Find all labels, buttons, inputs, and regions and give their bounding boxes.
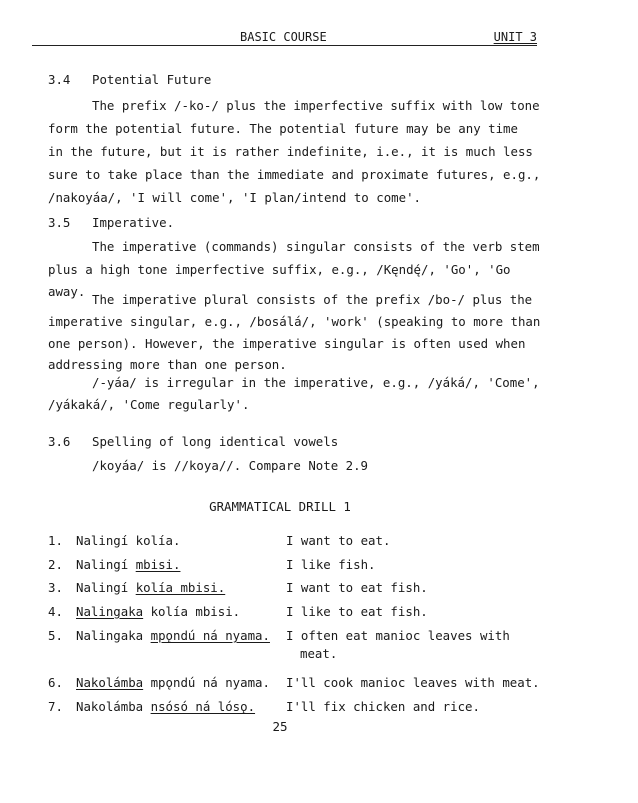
- lingala-text: Nalingí kolía mbisi.: [76, 580, 226, 595]
- paragraph-line: The imperative plural consists of the prefix /bo-/ plus the: [92, 292, 533, 307]
- lingala-text: Nakolámba nsósó ná lósǫ.: [76, 699, 256, 714]
- paragraph-line: in the future, but it is rather indefinite, i.e., it is much less: [48, 144, 533, 159]
- drill-item-7: [48, 699, 480, 714]
- section-number: 3.4: [48, 72, 71, 87]
- lingala-text: Nalingaka mpǫndú ná nyama.: [76, 628, 270, 643]
- paragraph-line: /-yáa/ is irregular in the imperative, e.g., /yáká/, 'Come',: [92, 375, 540, 390]
- item-number: 3.: [48, 580, 63, 595]
- drill-item-2: [48, 557, 376, 572]
- section-title: Imperative.: [92, 215, 175, 230]
- item-number: 6.: [48, 675, 63, 690]
- paragraph-line: The imperative (commands) singular consists of the verb stem: [92, 239, 540, 254]
- section-3-6-heading: [48, 434, 339, 449]
- english-text: I like to eat fish.: [286, 604, 428, 619]
- header-rule: [32, 45, 537, 46]
- course-title: BASIC COURSE: [240, 30, 327, 44]
- drill-item-3: [48, 580, 428, 595]
- section-number: 3.5: [48, 215, 71, 230]
- section-title: Spelling of long identical vowels: [92, 434, 339, 449]
- paragraph-line: /yákaká/, 'Come regularly'.: [48, 397, 250, 412]
- paragraph-line: The prefix /-ko-/ plus the imperfective suffix with low tone: [92, 98, 540, 113]
- paragraph-line: /nakoyáa/, 'I will come', 'I plan/intend to come'.: [48, 190, 421, 205]
- section-number: 3.6: [48, 434, 71, 449]
- section-title: Potential Future: [92, 72, 212, 87]
- english-text-continued: meat.: [300, 646, 338, 661]
- paragraph-line: away.: [48, 284, 86, 299]
- section-3-5-heading: [48, 215, 175, 230]
- item-number: 5.: [48, 628, 63, 643]
- paragraph-line: /koyáa/ is //koya//. Compare Note 2.9: [92, 458, 369, 473]
- drill-title: GRAMMATICAL DRILL 1: [209, 499, 351, 514]
- paragraph-line: addressing more than one person.: [48, 357, 287, 372]
- unit-label: UNIT 3: [493, 30, 537, 44]
- lingala-text: Nalingí kolía.: [76, 533, 181, 548]
- item-number: 2.: [48, 557, 63, 572]
- page-number: 25: [272, 719, 288, 734]
- drill-item-6: [48, 675, 540, 690]
- paragraph-line: plus a high tone imperfective suffix, e.g., /Kęndę́/, 'Go', 'Go: [48, 262, 511, 277]
- section-3-4-heading: [48, 72, 212, 87]
- english-text: I'll fix chicken and rice.: [286, 699, 480, 714]
- drill-item-4: [48, 604, 428, 619]
- lingala-text: Nalingaka kolía mbisi.: [76, 604, 241, 619]
- paragraph-line: imperative singular, e.g., /bosálá/, 'work' (speaking to more than: [48, 314, 541, 329]
- item-number: 7.: [48, 699, 63, 714]
- item-number: 4.: [48, 604, 63, 619]
- paragraph-line: sure to take place than the immediate and proximate futures, e.g.,: [48, 167, 541, 182]
- paragraph-line: form the potential future. The potential future may be any time: [48, 121, 518, 136]
- item-number: 1.: [48, 533, 63, 548]
- paragraph-line: one person). However, the imperative singular is often used when: [48, 336, 526, 351]
- english-text: I often eat manioc leaves with: [286, 628, 510, 643]
- page-header: [32, 30, 537, 46]
- english-text: I want to eat fish.: [286, 580, 428, 595]
- drill-item-1: [48, 533, 391, 548]
- english-text: I like fish.: [286, 557, 376, 572]
- drill-item-5: [48, 628, 510, 643]
- lingala-text: Nalingí mbisi.: [76, 557, 181, 572]
- english-text: I want to eat.: [286, 533, 391, 548]
- english-text: I'll cook manioc leaves with meat.: [286, 675, 540, 690]
- lingala-text: Nakolámba mpǫndú ná nyama.: [76, 675, 270, 690]
